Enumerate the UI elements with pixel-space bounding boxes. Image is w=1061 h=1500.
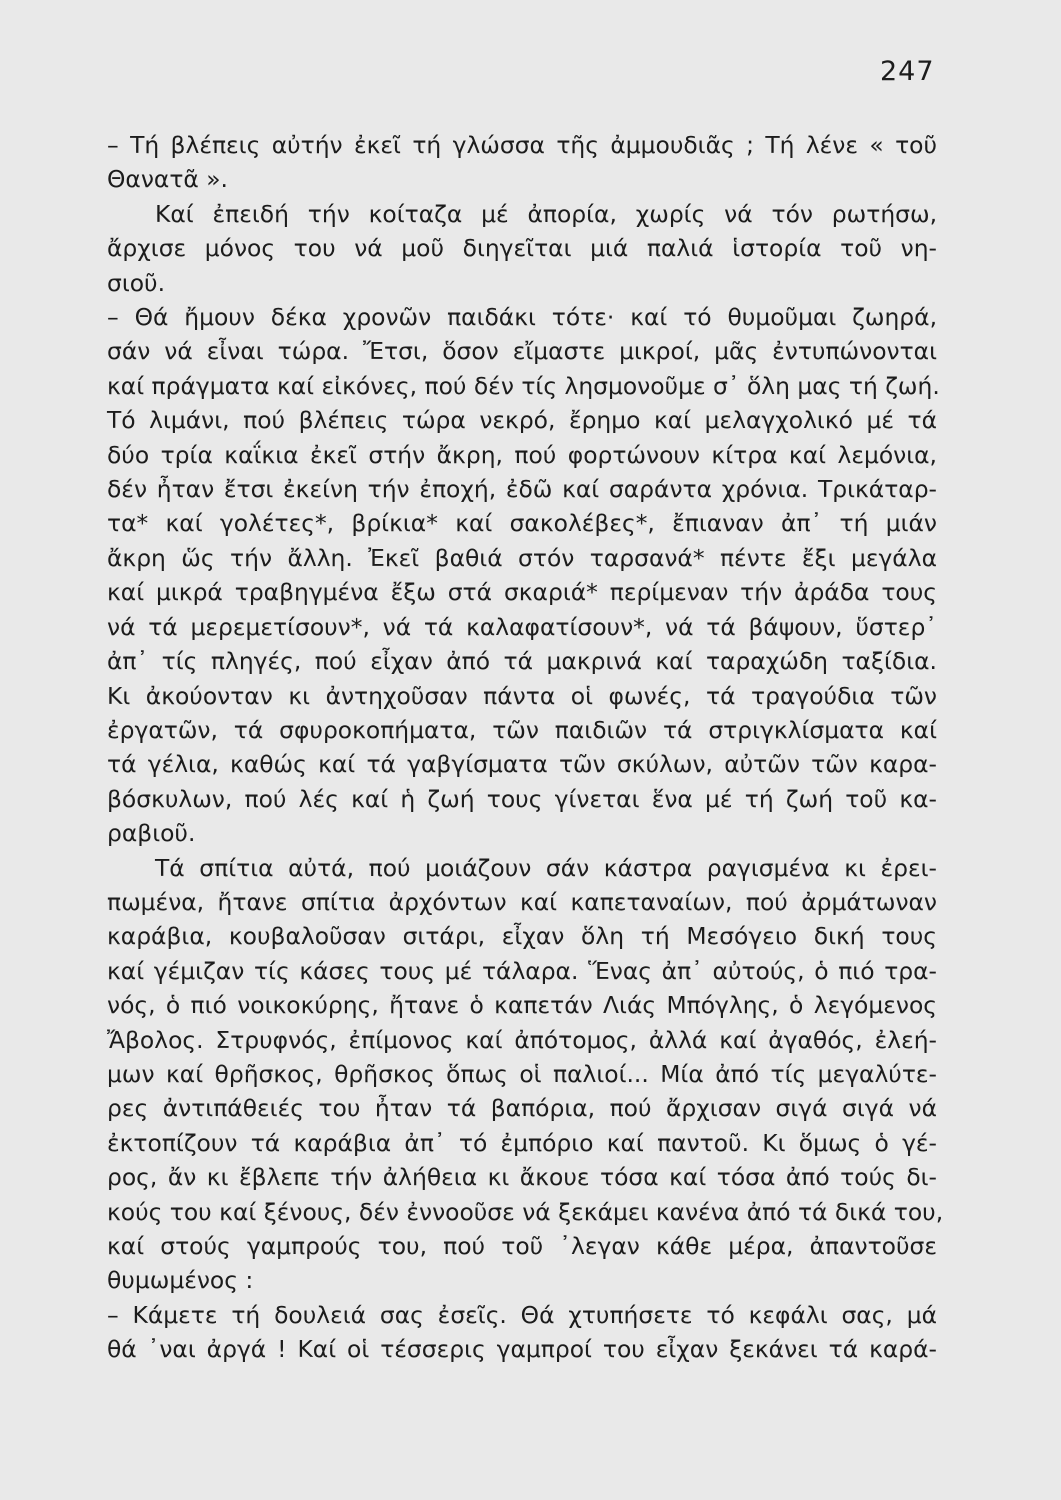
text-line: καί στούς γαμπρούς του, πού τοῦ ᾽λεγαν κάθε μέρα, ἀπαντοῦσε: [107, 1232, 937, 1260]
text-line: βόσκυλων, πού λές καί ἡ ζωή τους γίνεται ἕνα μέ τή ζωή τοῦ κα-: [107, 784, 937, 813]
text-line: ρες ἀντιπάθειές του ἦταν τά βαπόρια, πού ἄρχισαν σιγά σιγά νά: [107, 1094, 937, 1123]
text-line: Τά σπίτια αὐτά, πού μοιάζουν σάν κάστρα ραγισμένα κι ἐρει-: [155, 853, 937, 882]
text-line: ἄκρη ὥς τήν ἄλλη. Ἐκεῖ βαθιά στόν ταρσανά* πέντε ἔξι μεγάλα: [107, 543, 937, 572]
text-line: τα* καί γολέτες*, βρίκια* καί σακολέβες*, ἔπιαναν ἀπ᾽ τή μιάν: [107, 509, 937, 538]
text-line: ἄρχισε μόνος του νά μοῦ διηγεῖται μιά παλιά ἱστορία τοῦ νη-: [107, 234, 937, 263]
text-line: Θανατᾶ ».: [107, 165, 228, 194]
text-line: σιοῦ.: [107, 268, 166, 297]
text-line: ρος, ἄν κι ἔβλεπε τήν ἀλήθεια κι ἄκουε τόσα καί τόσα ἀπό τούς δι-: [107, 1163, 937, 1192]
text-line: Ἄβολος. Στρυφνός, ἐπίμονος καί ἀπότομος, ἀλλά καί ἀγαθός, ἐλεή-: [107, 1025, 937, 1054]
text-line: – Θά ἤμουν δέκα χρονῶν παιδάκι τότε· καί τό θυμοῦμαι ζωηρά,: [107, 303, 937, 332]
text-line: καί πράγματα καί εἰκόνες, πού δέν τίς λησμονοῦμε σ᾽ ὅλη μας τή ζωή.: [107, 371, 940, 400]
text-line: ἐργατῶν, τά σφυροκοπήματα, τῶν παιδιῶν τά στριγκλίσματα καί: [107, 715, 937, 744]
text-line: κούς του καί ξένους, δέν ἐννοοῦσε νά ξεκάμει κανένα ἀπό τά δικά του,: [107, 1197, 944, 1226]
text-line: – Τή βλέπεις αὐτήν ἐκεῖ τή γλώσσα τῆς ἀμμουδιᾶς ; Τή λένε « τοῦ: [107, 131, 937, 159]
page-number: 247: [880, 56, 935, 87]
text-line: καί μικρά τραβηγμένα ἔξω στά σκαριά* περίμεναν τήν ἀράδα τους: [107, 578, 937, 607]
text-line: ἐκτοπίζουν τά καράβια ἀπ᾽ τό ἐμπόριο καί παντοῦ. Κι ὅμως ὁ γέ-: [107, 1128, 937, 1157]
text-line: ἀπ᾽ τίς πληγές, πού εἶχαν ἀπό τά μακρινά καί ταραχώδη ταξίδια.: [107, 647, 937, 676]
text-line: νά τά μερεμετίσουν*, νά τά καλαφατίσουν*, νά τά βάψουν, ὕστερ᾽: [107, 612, 937, 641]
text-line: δέν ἦταν ἔτσι ἐκείνη τήν ἐποχή, ἐδῶ καί σαράντα χρόνια. Τρικάταρ-: [107, 475, 937, 504]
text-line: Καί ἐπειδή τήν κοίταζα μέ ἀπορία, χωρίς νά τόν ρωτήσω,: [155, 199, 937, 228]
text-line: σάν νά εἶναι τώρα. Ἔτσι, ὅσον εἴμαστε μικροί, μᾶς ἐντυπώνονται: [107, 337, 937, 366]
text-line: θά ᾽ναι ἀργά ! Καί οἱ τέσσερις γαμπροί του εἶχαν ξεκάνει τά καρά-: [107, 1335, 937, 1364]
text-line: θυμωμένος :: [107, 1266, 254, 1295]
text-line: δύο τρία καΐκια ἐκεῖ στήν ἄκρη, πού φορτώνουν κίτρα καί λεμόνια,: [107, 440, 937, 469]
body-text: [107, 128, 944, 1367]
text-line: νός, ὁ πιό νοικοκύρης, ἤτανε ὁ καπετάν Λιάς Μπόγλης, ὁ λεγόμενος: [107, 991, 937, 1020]
text-line: Κι ἀκούονταν κι ἀντηχοῦσαν πάντα οἱ φωνές, τά τραγούδια τῶν: [107, 681, 937, 710]
text-line: – Κάμετε τή δουλειά σας ἐσεῖς. Θά χτυπήσετε τό κεφάλι σας, μά: [107, 1300, 937, 1329]
text-line: τά γέλια, καθώς καί τά γαβγίσματα τῶν σκύλων, αὐτῶν τῶν καρα-: [107, 750, 937, 779]
text-line: καράβια, κουβαλοῦσαν σιτάρι, εἶχαν ὅλη τή Μεσόγειο δική τους: [107, 922, 937, 951]
text-line: πωμένα, ἤτανε σπίτια ἀρχόντων καί καπεταναίων, πού ἀρμάτωναν: [107, 887, 937, 916]
text-line: μων καί θρῆσκος, θρῆσκος ὅπως οἱ παλιοί... Μία ἀπό τίς μεγαλύτε-: [107, 1059, 937, 1088]
text-line: Τό λιμάνι, πού βλέπεις τώρα νεκρό, ἔρημο καί μελαγχολικό μέ τά: [107, 406, 937, 435]
text-line: ραβιοῦ.: [107, 819, 196, 848]
text-line: καί γέμιζαν τίς κάσες τους μέ τάλαρα. Ἕνας ἀπ᾽ αὐτούς, ὁ πιό τρα-: [107, 956, 937, 985]
